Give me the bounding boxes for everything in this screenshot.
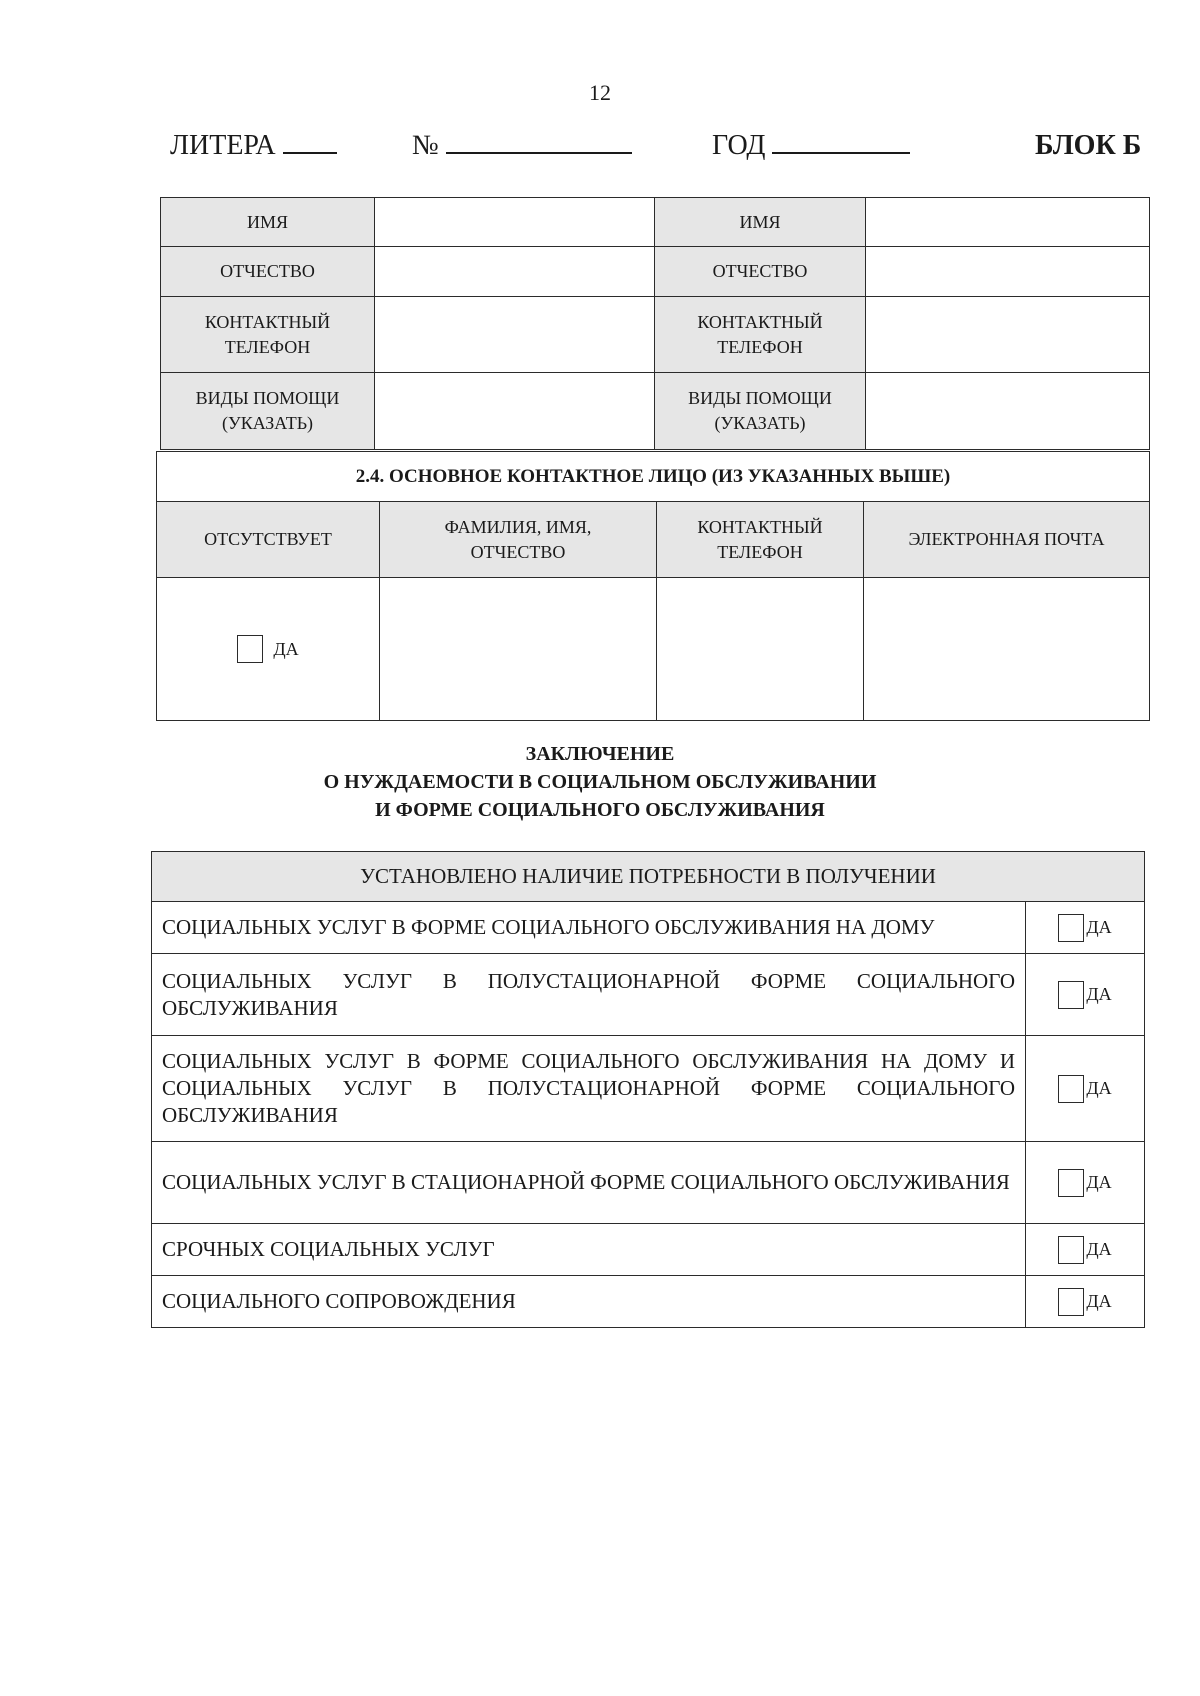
contact-person-header <box>157 502 1150 578</box>
absent-checkbox[interactable] <box>237 635 263 663</box>
number-field <box>412 130 632 162</box>
patronymic-field-right[interactable] <box>866 247 1150 297</box>
needs-checkbox[interactable] <box>1058 1075 1084 1103</box>
needs-row <box>152 1276 1145 1328</box>
needs-checkbox-label: ДА <box>1086 1291 1112 1311</box>
name-label-left: ИМЯ <box>161 198 375 247</box>
patronymic-label-left: ОТЧЕСТВО <box>161 247 375 297</box>
needs-row-text: СОЦИАЛЬНЫХ УСЛУГ В ФОРМЕ СОЦИАЛЬНОГО ОБСЛУЖИВАНИЯ НА ДОМУ <box>152 902 1026 954</box>
name-field-right[interactable] <box>866 198 1150 247</box>
needs-checkbox[interactable] <box>1058 1236 1084 1264</box>
year-input[interactable] <box>772 134 910 154</box>
needs-row <box>152 1224 1145 1276</box>
litera-label: ЛИТЕРА <box>170 130 276 161</box>
name-field-left[interactable] <box>375 198 655 247</box>
year-label: ГОД <box>712 130 766 161</box>
section-title-row <box>157 452 1150 502</box>
patronymic-row <box>161 247 1150 297</box>
needs-checkbox[interactable] <box>1058 1288 1084 1316</box>
number-label: № <box>412 130 439 161</box>
conclusion-title-line3: И ФОРМЕ СОЦИАЛЬНОГО ОБСЛУЖИВАНИЯ <box>375 799 825 821</box>
needs-row-text: СРОЧНЫХ СОЦИАЛЬНЫХ УСЛУГ <box>152 1224 1026 1276</box>
conclusion-title <box>0 740 1200 824</box>
needs-checkbox-label: ДА <box>1086 917 1112 937</box>
absent-cell <box>157 578 380 721</box>
contact-person-values <box>157 578 1150 721</box>
needs-checkbox-label: ДА <box>1086 1078 1112 1098</box>
needs-row-checkbox-cell <box>1026 1276 1145 1328</box>
col-absent: ОТСУТСТВУЕТ <box>157 502 380 578</box>
phone-field-left[interactable] <box>375 297 655 373</box>
needs-checkbox-label: ДА <box>1086 984 1112 1004</box>
needs-row <box>152 902 1145 954</box>
help-field-left[interactable] <box>375 373 655 450</box>
contact-person-table <box>156 451 1150 721</box>
name-label-right: ИМЯ <box>655 198 866 247</box>
phone-label-left: КОНТАКТНЫЙ ТЕЛЕФОН <box>161 297 375 373</box>
litera-field <box>170 130 337 162</box>
needs-row <box>152 1142 1145 1224</box>
needs-checkbox[interactable] <box>1058 1169 1084 1197</box>
col-phone: КОНТАКТНЫЙ ТЕЛЕФОН <box>657 502 864 578</box>
litera-input[interactable] <box>283 134 337 154</box>
year-field <box>712 130 910 162</box>
needs-row-text: СОЦИАЛЬНЫХ УСЛУГ В СТАЦИОНАРНОЙ ФОРМЕ СОЦИАЛЬНОГО ОБСЛУЖИВАНИЯ <box>152 1142 1026 1224</box>
needs-row-checkbox-cell <box>1026 954 1145 1036</box>
absent-checkbox-label: ДА <box>273 638 299 659</box>
phone-field-right[interactable] <box>866 297 1150 373</box>
needs-row-checkbox-cell <box>1026 1142 1145 1224</box>
needs-header-row <box>152 852 1145 902</box>
needs-row <box>152 954 1145 1036</box>
patronymic-field-left[interactable] <box>375 247 655 297</box>
needs-row-checkbox-cell <box>1026 1036 1145 1142</box>
number-input[interactable] <box>446 134 632 154</box>
section-title: 2.4. ОСНОВНОЕ КОНТАКТНОЕ ЛИЦО (ИЗ УКАЗАННЫХ ВЫШЕ) <box>157 452 1150 502</box>
contacts-table <box>160 197 1150 450</box>
needs-checkbox-label: ДА <box>1086 1172 1112 1192</box>
conclusion-title-line1: ЗАКЛЮЧЕНИЕ <box>525 743 675 765</box>
needs-row-text: СОЦИАЛЬНЫХ УСЛУГ В ФОРМЕ СОЦИАЛЬНОГО ОБСЛУЖИВАНИЯ НА ДОМУ И СОЦИАЛЬНЫХ УСЛУГ В ПОЛУСТАЦИОНАРНОЙ ФОРМЕ СОЦИАЛЬНОГО ОБСЛУЖИВАНИЯ <box>152 1036 1026 1142</box>
col-fio: ФАМИЛИЯ, ИМЯ, ОТЧЕСТВО <box>380 502 657 578</box>
patronymic-label-right: ОТЧЕСТВО <box>655 247 866 297</box>
page-number: 12 <box>589 80 611 105</box>
needs-checkbox[interactable] <box>1058 914 1084 942</box>
phone-row <box>161 297 1150 373</box>
needs-row-text: СОЦИАЛЬНОГО СОПРОВОЖДЕНИЯ <box>152 1276 1026 1328</box>
conclusion-title-line2: О НУЖДАЕМОСТИ В СОЦИАЛЬНОМ ОБСЛУЖИВАНИИ <box>323 771 877 793</box>
needs-header: УСТАНОВЛЕНО НАЛИЧИЕ ПОТРЕБНОСТИ В ПОЛУЧЕНИИ <box>152 852 1145 902</box>
needs-table <box>151 851 1145 1328</box>
needs-checkbox-label: ДА <box>1086 1239 1112 1259</box>
needs-row-checkbox-cell <box>1026 1224 1145 1276</box>
phone-label-right: КОНТАКТНЫЙ ТЕЛЕФОН <box>655 297 866 373</box>
email-field[interactable] <box>864 578 1150 721</box>
needs-row-text: СОЦИАЛЬНЫХ УСЛУГ В ПОЛУСТАЦИОНАРНОЙ ФОРМЕ СОЦИАЛЬНОГО ОБСЛУЖИВАНИЯ <box>152 954 1026 1036</box>
col-email: ЭЛЕКТРОННАЯ ПОЧТА <box>864 502 1150 578</box>
help-label-left: ВИДЫ ПОМОЩИ (УКАЗАТЬ) <box>161 373 375 450</box>
help-label-right: ВИДЫ ПОМОЩИ (УКАЗАТЬ) <box>655 373 866 450</box>
contact-phone-field[interactable] <box>657 578 864 721</box>
block-label: БЛОК Б <box>1035 130 1142 161</box>
help-row <box>161 373 1150 450</box>
fio-field[interactable] <box>380 578 657 721</box>
needs-row <box>152 1036 1145 1142</box>
needs-row-checkbox-cell <box>1026 902 1145 954</box>
needs-checkbox[interactable] <box>1058 981 1084 1009</box>
help-field-right[interactable] <box>866 373 1150 450</box>
name-row <box>161 198 1150 247</box>
